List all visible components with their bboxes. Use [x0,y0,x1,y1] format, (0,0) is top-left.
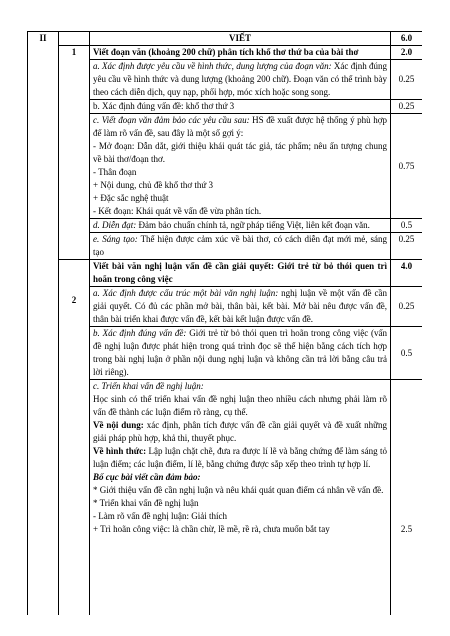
q2-c-points: 2.5 [391,380,423,616]
q1-d-label: d. Diễn đạt: [93,220,137,230]
q2-c-line: - Làm rõ vấn đề nghị luận: Giải thích [93,511,227,521]
answer-key-page [27,31,422,615]
q1-a-text: Xác định đúng yêu cầu về hình thức và dung lượng (khoảng 200 chữ). Đoạn văn có thể trình bày theo cách diễn dịch, quy nạp, phối hợp, móc xích hoặc song song. [93,61,387,97]
q1-b-points: 0.25 [391,100,423,114]
section-title: VIẾT [90,32,391,46]
q1-e-text: Thể hiện được cảm xúc về bài thơ, có cách diễn đạt mới mẻ, sáng tạo [93,234,387,257]
q2-number: 2 [59,260,90,616]
q2-c-outline-label: Bố cục bài viết cần đảm bảo: [93,472,201,482]
q1-title: Viết đoạn văn (khoảng 200 chữ) phân tích khổ thơ thứ ba của bài thơ [90,46,391,60]
q1-e-label: e. Sáng tạo: [93,234,138,244]
q2-a-label: a. Xác định được cấu trúc một bài văn nghị luận: [93,288,279,298]
q2-c-form-text: Lập luận chặt chẽ, đưa ra được lí lẽ và bằng chứng để làm sáng tỏ luận điểm; các luận điểm, lí lẽ, bằng chứng được sắp xếp theo trình tự hợp lí. [93,446,388,469]
q1-c-line: - Kết đoạn: Khái quát về vấn đề vừa phân tích. [93,206,262,216]
q1-d-points: 0.5 [391,219,423,233]
section-header-row [28,32,423,46]
q2-b-text: Giới trẻ từ bỏ thói quen trì hoãn trong công việc (vấn đề nghị luận được phát hiện trong quá trình đọc sẽ thể hiện bằng cách tích hợp trong bài nghị luận ở phần nội dung nghị luận và không cần trả lời bằng câu trả lời riêng). [93,328,388,377]
q1-c-line: - Thân đoạn [93,167,137,177]
q1-c-points: 0.75 [391,114,423,219]
q1-e-points: 0.25 [391,233,423,260]
q2-c-content-text: xác định, phân tích được vấn đề cần giải quyết và đề xuất những giải pháp phù hợp, khả thi, thuyết phục. [93,420,388,443]
q1-c-line: - Mở đoạn: Dẫn dắt, giới thiệu khái quát tác giả, tác phẩm; nêu ấn tượng chung về bài thơ/đoạn thơ. [93,141,387,164]
q1-points: 2.0 [391,46,423,60]
q2-a-text: nghị luận về một vấn đề cần giải quyết. Có đủ các phần mở bài, thân bài, kết bài. Mở bài nêu được vấn đề, thân bài triển khai được vấn đề, kết bài kết luận được vấn đề. [93,288,387,324]
q2-header-row [28,260,423,287]
q2-points: 4.0 [391,260,423,287]
q2-c-line: * Triển khai vấn đề nghị luận [93,498,199,508]
q2-c-label: c. Triển khai vấn đề nghị luận: [93,381,204,391]
q1-c-label: c. Viết đoạn văn đảm bảo các yêu cầu sau: [93,115,250,125]
section-blank-cell [59,32,90,46]
q2-c-line: + Trì hoãn công việc: là chần chừ, lề mề, rề rà, chưa muốn bắt tay [93,524,330,534]
q2-c-line: * Giới thiệu vấn đề cần nghị luận và nêu khái quát quan điểm cá nhân về vấn đề. [93,485,384,495]
q2-title: Viết bài văn nghị luận vấn đề cần giải quyết: Giới trẻ từ bỏ thói quen trì hoãn trong công việc [90,260,391,287]
q1-a-points: 0.25 [391,60,423,100]
answer-key-table [27,31,422,615]
q1-c-line: + Đặc sắc nghệ thuật [93,193,169,203]
q2-b-label: b. Xác định đúng vấn đề: [93,328,187,338]
q1-c-text: HS đề xuất được hệ thống ý phù hợp để làm rõ vấn đề, sau đây là một số gợi ý: [93,115,387,138]
q2-c-intro: Học sinh có thể triển khai vấn đề nghị luận theo nhiều cách nhưng phải làm rõ vấn đề thành các luận điểm rõ ràng, cụ thể. [93,394,387,417]
section-points: 6.0 [391,32,423,46]
q1-b-text: b. Xác định đúng vấn đề: khổ thơ thứ 3 [90,100,391,114]
q2-a-points: 0.25 [391,287,423,327]
q1-c-line: + Nội dung, chủ đề khổ thơ thứ 3 [93,180,213,190]
q1-d-text: Đảm bảo chuẩn chính tả, ngữ pháp tiếng Việt, liên kết đoạn văn. [138,220,370,230]
q1-number: 1 [59,46,90,260]
q2-c-content-label: Về nội dung: [93,420,144,430]
q2-b-points: 0.5 [391,327,423,380]
section-number: II [28,32,59,616]
q1-header-row [28,46,423,60]
q1-a-label: a. Xác định được yêu cầu về hình thức, dung lượng của đoạn văn: [93,61,332,71]
q2-c-form-label: Về hình thức: [93,446,147,456]
